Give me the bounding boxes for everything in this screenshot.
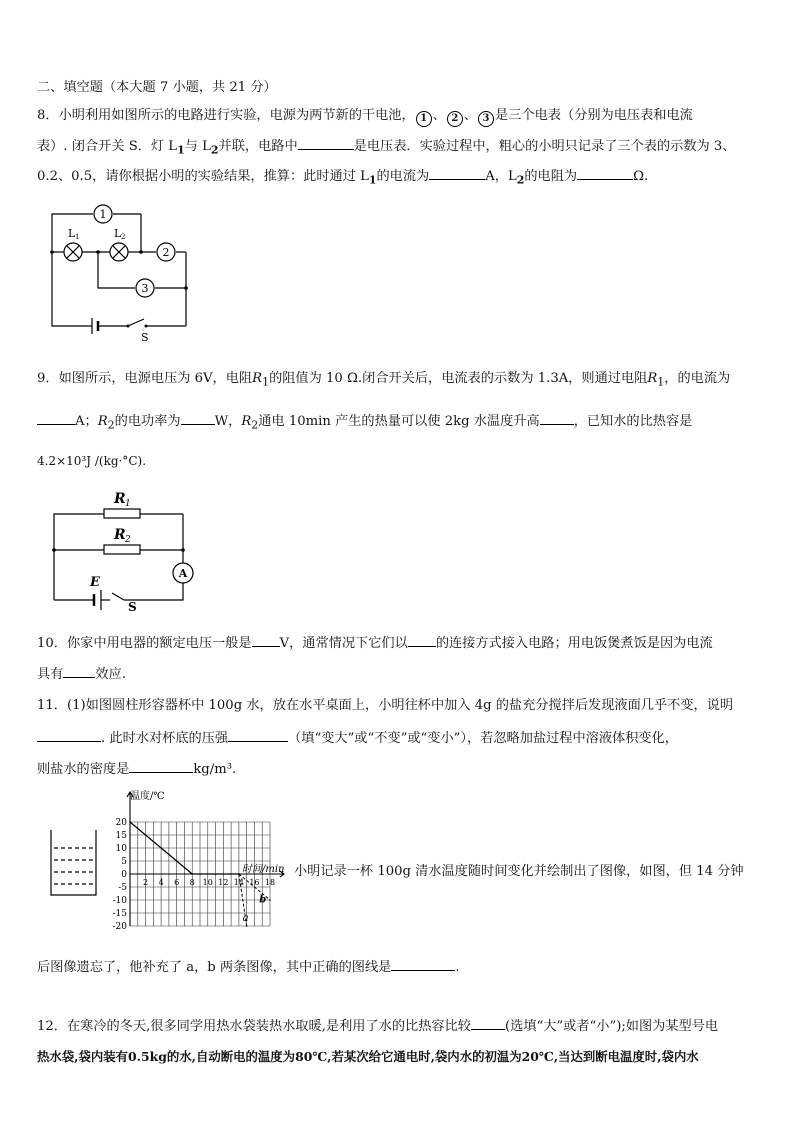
q11-line-4: [37, 958, 460, 977]
y-tick-label: 15: [115, 831, 127, 841]
q10-text: 的连接方式接入电路；用电饭煲煮饭是因为电流: [435, 636, 713, 651]
q9-text: 通电 10min 产生的热量可以使 2kg 水温度升高: [258, 414, 540, 429]
data-point: [246, 925, 248, 927]
answer-blank[interactable]: [298, 137, 354, 150]
meter-1-label: 1: [99, 208, 107, 221]
q8-text: 8．小明利用如图所示的电路进行实验，电源为两节新的干电池，: [37, 108, 415, 123]
q11-text: 后图像遗忘了，他补充了 a，b 两条图像，其中正确的图线是: [37, 960, 392, 975]
subscript: 2: [251, 418, 259, 432]
answer-blank[interactable]: [37, 729, 101, 742]
q8-circuit-diagram: [40, 198, 200, 343]
lamp-l1-label: L: [68, 227, 76, 240]
q11-text: 则盐水的密度是: [37, 762, 130, 777]
answer-blank[interactable]: [577, 167, 633, 180]
q11-line-2: [37, 729, 678, 748]
q8-text: A，L: [485, 169, 517, 184]
x-tick-label: 4: [158, 878, 164, 887]
x-tick-label: 8: [189, 878, 195, 887]
q8-text: 是三个电表（分别为电压表和电流: [495, 108, 693, 123]
q8-text: Ω.: [633, 169, 649, 184]
q9-text: W，: [214, 414, 242, 429]
q11-text: .: [455, 960, 460, 975]
q10-text: 效应.: [95, 667, 126, 682]
beaker-diagram: [48, 828, 100, 898]
lamp-l2-sub: 2: [121, 233, 126, 241]
x-axis-label: 时间/min: [242, 864, 285, 875]
q11-text: kg/m³.: [193, 762, 237, 777]
switch-label: S: [128, 600, 137, 614]
variable-r: R: [647, 371, 658, 386]
q11-text: . 此时水对杯底的压强: [101, 731, 229, 746]
q11-text: （填“变大”或“不变”或“变小”），若忽略加盐过程中溶液体积变化，: [288, 731, 678, 746]
q8-text: 并联，电路中: [218, 139, 298, 154]
y-tick-label: 20: [115, 818, 127, 828]
q10-text: 10．你家中用电器的额定电压一般是: [37, 636, 252, 651]
q12-line-1: [37, 1017, 718, 1036]
answer-blank[interactable]: [391, 958, 455, 971]
q9-text: A；: [75, 414, 98, 429]
subscript: 2: [210, 143, 219, 157]
data-point: [191, 873, 193, 875]
q10-line-1: [37, 634, 713, 653]
answer-blank[interactable]: [37, 412, 75, 425]
q8-line-3: [37, 167, 648, 190]
y-tick-label: -10: [112, 896, 127, 906]
answer-blank[interactable]: [408, 634, 436, 647]
answer-blank[interactable]: [540, 412, 574, 425]
meter-2-symbol: 2: [447, 111, 463, 127]
data-point: [269, 899, 271, 901]
answer-blank[interactable]: [252, 634, 280, 647]
meter-2-label: 2: [162, 246, 170, 259]
q9-text: ，的电流为: [664, 371, 731, 386]
q8-text: 与 L: [184, 139, 211, 154]
x-tick-label: 16: [249, 878, 260, 887]
meter-1-symbol: 1: [416, 111, 432, 127]
answer-blank[interactable]: [63, 665, 95, 678]
variable-r: R: [241, 414, 252, 429]
y-tick-label: 5: [121, 857, 127, 867]
q8-text: 的电流为: [376, 169, 430, 184]
q11-line-1: 11．(1)如图圆柱形容器杯中 100g 水，放在水平桌面上，小明往杯中加入 4g 的盐充分搅拌后发现液面几乎不变，说明: [37, 698, 734, 713]
y-tick-label: 0: [121, 870, 127, 880]
q8-text: 的电阻为: [524, 169, 578, 184]
y-tick-label: -5: [118, 883, 127, 893]
subscript: 1: [657, 375, 665, 389]
q12-text: (选填“大”或者“小”);如图为某型号电: [504, 1019, 719, 1034]
resistor-r2-label: R: [114, 527, 126, 543]
section-title: 二、填空题（本大题 7 小题，共 21 分）: [37, 80, 277, 95]
q8-text: 0.2、0.5，请你根据小明的实验结果，推算：此时通过 L: [37, 169, 369, 184]
variable-r: R: [252, 371, 263, 386]
meter-3-symbol: 3: [478, 111, 494, 127]
y-tick-label: -20: [112, 922, 127, 932]
subscript: 2: [107, 418, 115, 432]
x-tick-label: 12: [218, 878, 229, 887]
q10-line-2: [37, 665, 126, 684]
q8-line-2: [37, 137, 735, 160]
subscript: 1: [262, 375, 270, 389]
lamp-l2-label: L: [114, 227, 122, 240]
temperature-time-chart: [108, 784, 294, 936]
series-b-label: b: [259, 894, 267, 906]
x-tick-label: 18: [264, 878, 276, 887]
q8-text: 是电压表．实验过程中，粗心的小明只记录了三个表的示数为 3、: [353, 139, 736, 154]
q11-side-text: 小明记录一杯 100g 清水温度随时间变化并绘制出了图像，如图，但 14 分钟: [294, 864, 744, 879]
x-tick-label: 14: [233, 878, 244, 887]
q9-line-1: [37, 370, 730, 392]
q10-text: V，通常情况下它们以: [279, 636, 408, 651]
q11-line-3: [37, 760, 236, 779]
resistor-r2-sub: 2: [125, 535, 131, 545]
answer-blank[interactable]: [129, 760, 193, 773]
q10-text: 具有: [37, 667, 64, 682]
series-a-label: a: [242, 912, 249, 924]
answer-blank[interactable]: [181, 412, 215, 425]
switch-label: S: [141, 331, 149, 343]
data-point: [238, 873, 240, 875]
answer-blank[interactable]: [471, 1017, 505, 1030]
y-axis-label: 温度/℃: [130, 791, 165, 802]
q9-text: 的阻值为 10 Ω.闭合开关后，电流表的示数为 1.3A，则通过电阻: [269, 371, 648, 386]
subscript: 1: [368, 173, 377, 187]
subscript: 2: [516, 173, 525, 187]
q9-text: 9．如图所示，电源电压为 6V，电阻: [37, 371, 253, 386]
q8-text: 表）. 闭合开关 S．灯 L: [37, 139, 178, 154]
q12-line-2: 热水袋,袋内装有0.5kg的水,自动断电的温度为80℃,若某次给它通电时,袋内水的初温为20℃,当达到断电温度时,袋内水: [37, 1049, 699, 1064]
resistor-r2-icon: [104, 545, 140, 554]
resistor-r1-sub: 1: [125, 499, 131, 509]
x-tick-label: 2: [143, 878, 149, 887]
y-tick-label: 10: [115, 844, 127, 854]
q8-line-1: 8．小明利用如图所示的电路进行实验，电源为两节新的干电池， 1 、 2 、 3 是三个电表（分别为电压表和电流: [37, 107, 693, 127]
answer-blank[interactable]: [429, 167, 485, 180]
meter-3-label: 3: [141, 282, 149, 295]
lamp-l1-sub: 1: [75, 233, 80, 241]
q12-text: 12．在寒冷的冬天,很多同学用热水袋装热水取暖,是利用了水的比热容比较: [37, 1019, 471, 1034]
answer-blank[interactable]: [228, 729, 288, 742]
resistor-r1-icon: [104, 509, 140, 518]
q9-text: 的电功率为: [114, 414, 181, 429]
variable-r: R: [97, 414, 108, 429]
x-tick-label: 6: [174, 878, 180, 887]
subscript: 1: [177, 143, 185, 157]
x-tick-label: 10: [202, 878, 213, 887]
q9-line-3: 4.2×10³J /(kg·°C).: [37, 454, 147, 468]
y-tick-label: -15: [112, 909, 127, 919]
source-label: E: [90, 575, 100, 590]
ammeter-label: A: [178, 567, 188, 580]
data-point: [129, 821, 131, 823]
q9-circuit-diagram: [44, 484, 204, 614]
q9-text: ，已知水的比热容是: [573, 414, 693, 429]
resistor-r1-label: R: [114, 491, 126, 507]
q9-line-2: [37, 412, 692, 435]
